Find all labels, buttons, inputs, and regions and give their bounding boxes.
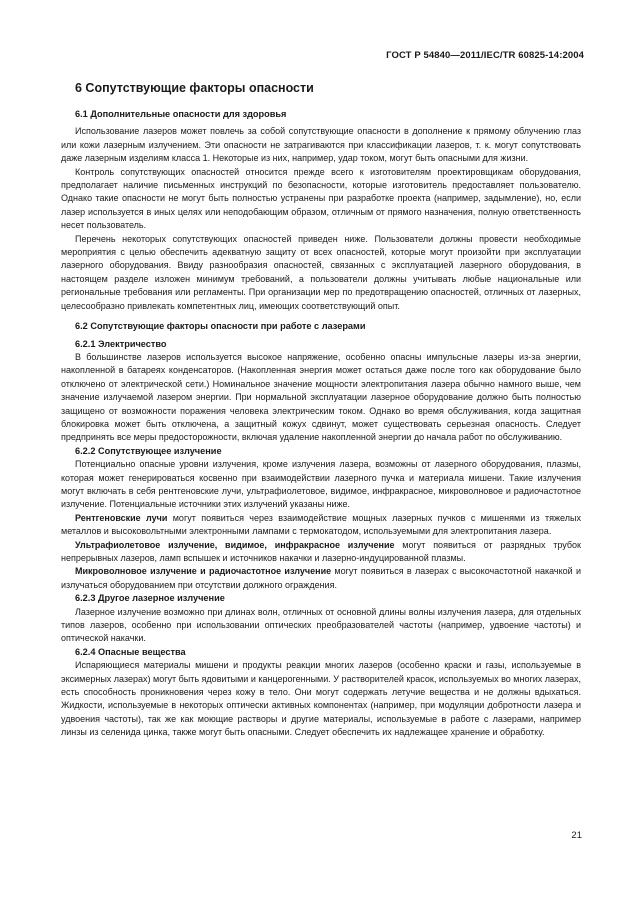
paragraph: Потенциально опасные уровни излучения, кроме излучения лазера, возможны от лазерного оборудования, плазмы, которая может генерироваться косвенно при взаимодействии лазерного пучка и материала мишени. Такие излучения могут включать в себя рентгеновские лучи, ультрафиолетовое, видимое, инфракрасное, микроволновое и радиочастотное излучение. Потенциальные источники этих излучений указаны ниже. [61,459,581,510]
paragraph: Использование лазеров может повлечь за собой сопутствующие опасности в дополнение к прямому облучению глаз или кожи лазерным излучением. Эти опасности не затрагиваются при классификации лазеров, т. к. могут сопутствовать даже лазерным изделиям класса 1. Некоторые из них, например, удар током, могут быть опасными для жизни. [61,126,581,164]
term-microwave: Микроволновое излучение и радиочастотное излучение [75,566,332,577]
page-number: 21 [571,830,582,841]
paragraph-microwave [61,565,581,592]
section-title: 6 Сопутствующие факторы опасности [75,81,314,95]
subsection-6-1-title: 6.1 Дополнительные опасности для здоровья [75,109,287,119]
page-content [61,81,581,740]
subsection-6-2-4-title: 6.2.4 Опасные вещества [75,646,186,657]
term-uv: Ультрафиолетовое излучение, видимое, инфракрасное излучение [75,539,395,550]
subsection-6-2-2-title: 6.2.2 Сопутствующее излучение [75,445,222,456]
term-xray: Рентгеновские лучи [75,512,168,523]
paragraph: Перечень некоторых сопутствующих опасностей приведен ниже. Пользователи должны провести необходимые мероприятия с целью обеспечить адекватную защиту от всех опасностей, которые могут произойти при эксплуатации лазерного оборудования. Ввиду разнообразия опасностей, связанных с эксплуатацией лазерного оборудования, в настоящем разделе изложен минимум требований, а пользователи должны учитывать любые национальные или региональные требования или регламенты. При организации мер по предотвращению опасностей, отличных от лазерных, целесообразно привлекать компетентных лиц, имеющих соответствующий опыт. [61,233,581,311]
paragraph: Испаряющиеся материалы мишени и продукты реакции многих лазеров (особенно краски и газы, используемые в эксимерных лазерах) могут быть ядовитыми и канцерогенными. У растворителей красок, используемых во многих лазерах, есть способность проникновения через кожу в тело. Они могут содержать летучие вещества и не должны вдыхаться. Жидкости, используемые в некоторых оптически активных компонентах (например, при модуляции добротности лазера и удвоения частоты), так же как моющие растворы и другие материалы, используемые в работе с лазерами, например линзы из селенида цинка, также могут быть опасными. Следует обеспечить их надлежащее хранение и обработку. [61,660,581,738]
text-xray: могут появиться через взаимодействие мощных лазерных пучков с мишенями из тяжелых металлов и высоковольтными электронными лампами с термокатодом, используемыми для электропитания лазера. [61,512,581,537]
document-code: ГОСТ Р 54840—2011/IEC/TR 60825-14:2004 [386,50,584,61]
paragraph-uv [61,539,581,566]
paragraph: В большинстве лазеров используется высокое напряжение, особенно опасны импульсные лазеры из-за энергии, накопленной в батареях конденсаторов. (Накопленная энергия может остаться даже после того как оборудование было отключено от электрической сети.) Номинальное значение мощности электропитания лазера обычно намного выше, чем значение излучаемой лазером энергии. При нормальной эксплуатации лазерное оборудование должно быть полностью защищено от возможности поражения человека электрическим током. Однако во время обслуживания, когда защитная блокировка может быть отключена, а защитный кожух сдвинут, может существовать серьезная опасность. Следует предпринять все меры предосторожности, включая удаление накопленной энергии до начала работ по обслуживанию. [61,351,581,443]
subsection-6-2-3-title: 6.2.3 Другое лазерное излучение [75,593,225,604]
paragraph: Контроль сопутствующих опасностей относится прежде всего к изготовителям проектировщикам оборудования, предполагает наличие письменных инструкций по безопасности, которые изготовитель предоставляет пользователю. Однако такие опасности не могут быть полностью устранены при разработке проекта (например, задымление), но, если лазер используется в иных целях или неподобающим образом, отличным от прямого назначения, полную ответственность несет пользователь. [61,166,581,231]
subsection-6-2-1-title: 6.2.1 Электричество [75,338,167,349]
paragraph-xray [61,512,581,539]
subsection-6-2-title: 6.2 Сопутствующие факторы опасности при работе с лазерами [75,321,366,332]
text-microwave: могут появиться в лазерах с высокочастотной накачкой и излучаться оборудованием при отсутствии должного ограждения. [61,566,581,590]
paragraph: Лазерное излучение возможно при длинах волн, отличных от основной длины волны излучения лазера, для отдельных типов лазеров, особенно при использовании оптических преобразователей частоты (например, удвоение частоты) и оптической накачки. [61,606,581,644]
text-uv: могут появиться от разрядных трубок непрерывных лазеров, ламп вспышек и источников накачки и лазерно-индуцированной плазмы. [61,539,581,563]
